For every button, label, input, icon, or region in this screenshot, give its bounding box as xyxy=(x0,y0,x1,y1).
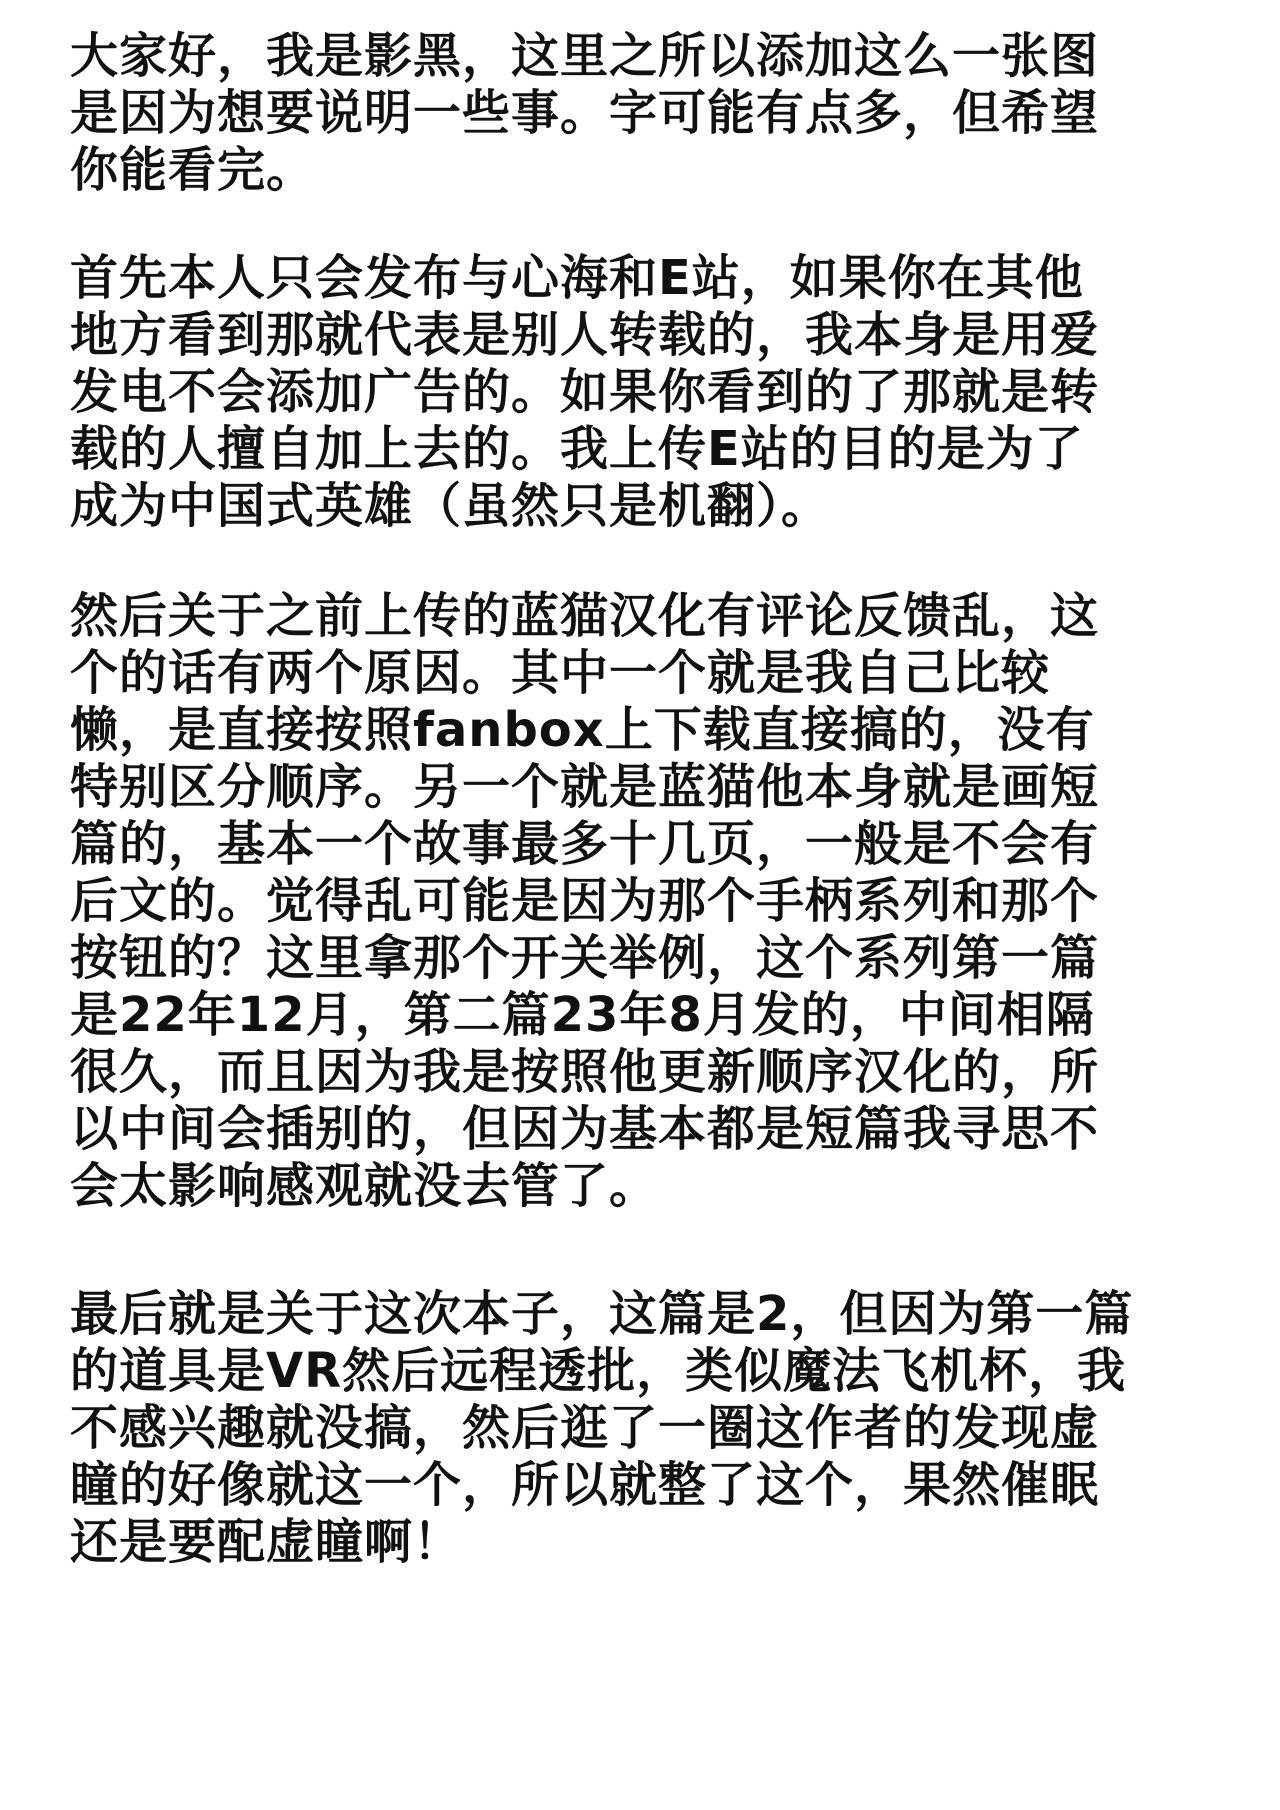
text-line: 还是要配虚瞳啊！ xyxy=(70,1514,463,1570)
paragraph-greeting xyxy=(70,28,1230,199)
text-line: 个的话有两个原因。其中一个就是我自己比较 xyxy=(70,645,1051,701)
text-line: 是因为想要说明一些事。字可能有点多，但希望 xyxy=(70,85,1100,141)
text-line: 按钮的？这里拿那个开关举例，这个系列第一篇 xyxy=(70,930,1100,986)
text-line: 是22年12月，第二篇23年8月发的，中间相隔 xyxy=(70,987,1095,1043)
text-line: 发电不会添加广告的。如果你看到的了那就是转 xyxy=(70,364,1100,420)
paragraph-this-book xyxy=(70,1286,1230,1571)
text-line: 然后关于之前上传的蓝猫汉化有评论反馈乱，这 xyxy=(70,588,1100,644)
text-line: 最后就是关于这次本子，这篇是2，但因为第一篇 xyxy=(70,1286,1134,1342)
text-line: 懒，是直接按照fanbox上下载直接搞的，没有 xyxy=(70,702,1095,758)
text-line: 瞳的好像就这一个，所以就整了这个，果然催眠 xyxy=(70,1457,1100,1513)
text-line: 后文的。觉得乱可能是因为那个手柄系列和那个 xyxy=(70,873,1100,929)
text-line: 特别区分顺序。另一个就是蓝猫他本身就是画短 xyxy=(70,759,1100,815)
paragraph-publishing xyxy=(70,250,1230,535)
text-line: 你能看完。 xyxy=(70,142,316,198)
text-line: 成为中国式英雄（虽然只是机翻）。 xyxy=(70,478,831,534)
text-line: 以中间会插别的，但因为基本都是短篇我寻思不 xyxy=(70,1101,1100,1157)
text-line: 载的人擅自加上去的。我上传E站的目的是为了 xyxy=(70,421,1084,477)
paragraph-order-explanation xyxy=(70,588,1230,1215)
text-line: 不感兴趣就没搞，然后逛了一圈这作者的发现虚 xyxy=(70,1400,1100,1456)
text-line: 大家好，我是影黑，这里之所以添加这么一张图 xyxy=(70,28,1100,84)
text-line: 会太影响感观就没去管了。 xyxy=(70,1158,659,1214)
text-line: 篇的，基本一个故事最多十几页，一般是不会有 xyxy=(70,816,1100,872)
text-line: 很久，而且因为我是按照他更新顺序汉化的，所 xyxy=(70,1044,1100,1100)
text-line: 首先本人只会发布与心海和E站，如果你在其他 xyxy=(70,250,1084,306)
text-line: 的道具是VR然后远程透批，类似魔法飞机杯，我 xyxy=(70,1343,1127,1399)
text-line: 地方看到那就代表是别人转载的，我本身是用爱 xyxy=(70,307,1100,363)
